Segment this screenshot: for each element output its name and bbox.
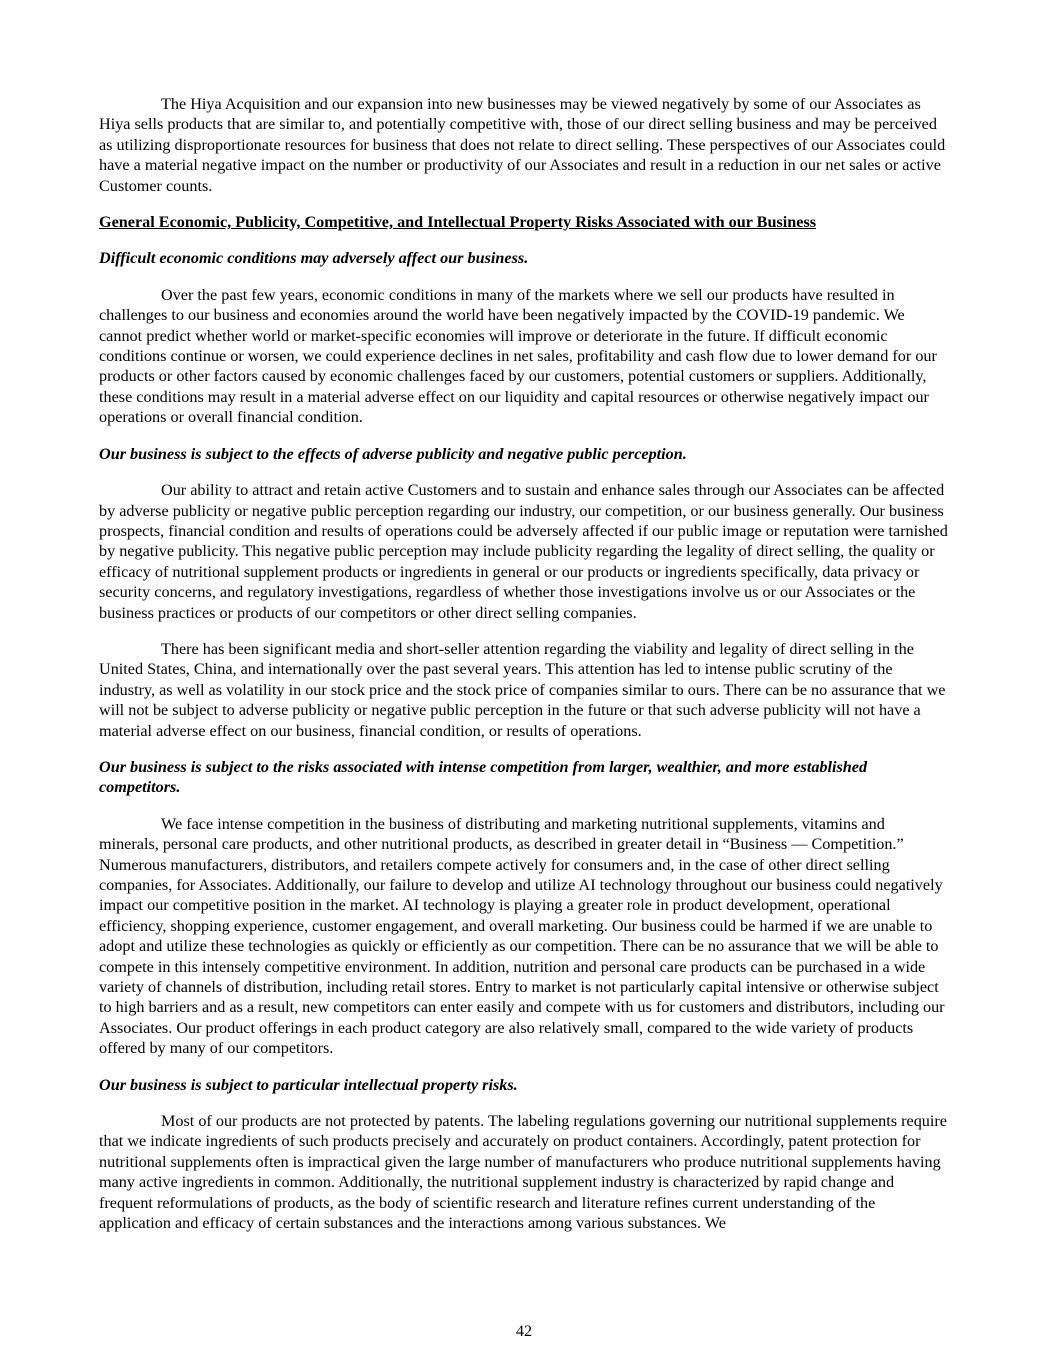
body-text-paragraph: Our ability to attract and retain active Customers and to sustain and enhance sales through our Associates can be affected by adverse publicity or negative public perception regarding our industry, our competition, or our business generally. Our business prospects, financial condition and results of operations could be adversely affected if our public image or reputation were tarnished by negative publicity. This negative public perception may include publicity regarding the legality of direct selling, the quality or efficacy of nutritional supplement products or ingredients in general or our products or ingredients specifically, data privacy or security concerns, and regulatory investigations, regardless of whether those investigations involve us or our Associates or the business practices or products of our competitors or other direct selling companies.	[99, 481, 948, 622]
body-text-paragraph: Most of our products are not protected by patents. The labeling regulations governing our nutritional supplements require that we indicate ingredients of such products precisely and accurately on product containers. Accordingly, patent protection for nutritional supplements often is impractical given the large number of manufacturers who produce nutritional supplements having many active ingredients in common. Additionally, the nutritional supplement industry is characterized by rapid change and frequent reformulations of products, as the body of scientific research and literature refines current understanding of the application and efficacy of certain substances and the interactions among various substances. We	[99, 1112, 947, 1233]
body-text-paragraph: There has been significant media and short-seller attention regarding the viability and legality of direct selling in the United States, China, and internationally over the past several years. This attention has led to intense public scrutiny of the industry, as well as volatility in our stock price and the stock price of companies similar to ours. There can be no assurance that we will not be subject to adverse publicity or negative public perception in the future or that such adverse publicity will not have a material adverse effect on our business, financial condition, or results of operations.	[99, 639, 946, 740]
risk-factor-heading: Our business is subject to particular intellectual property risks.	[99, 1075, 518, 1094]
document-body	[99, 94, 948, 1234]
page-number: 42	[515, 1321, 533, 1340]
body-text-paragraph: We face intense competition in the business of distributing and marketing nutritional supplements, vitamins and minerals, personal care products, and other nutritional products, as described in greater detail in “Business — Competition.” Numerous manufacturers, distributors, and retailers compete actively for consumers and, in the case of other direct selling companies, for Associates. Additionally, our failure to develop and utilize AI technology throughout our business could negatively impact our competitive position in the market. AI technology is playing a greater role in product development, operational efficiency, shopping experience, customer engagement, and overall marketing. Our business could be harmed if we are unable to adopt and utilize these technologies as quickly or efficiently as our competition. There can be no assurance that we will be able to compete in this intensely competitive environment. In addition, nutrition and personal care products can be purchased in a wide variety of channels of distribution, including retail stores. Entry to market is not particularly capital intensive or otherwise subject to high barriers and as a result, new competitors can enter easily and compete with us for customers and distributors, including our Associates. Our product offerings in each product category are also relatively small, compared to the wide variety of products offered by many of our competitors.	[99, 814, 945, 1058]
body-text-paragraph: Over the past few years, economic conditions in many of the markets where we sell our products have resulted in challenges to our business and economies around the world have been negatively impacted by the COVID-19 pandemic. We cannot predict whether world or market-specific economies will improve or deteriorate in the future. If difficult economic conditions continue or worsen, we could experience declines in net sales, profitability and cash flow due to lower demand for our products or other factors caused by economic challenges faced by our customers, potential customers or suppliers. Additionally, these conditions may result in a material adverse effect on our liquidity and capital resources or otherwise negatively impact our operations or overall financial condition.	[99, 285, 937, 427]
risk-factor-heading: Our business is subject to the effects of adverse publicity and negative public perception.	[99, 444, 687, 463]
section-heading: General Economic, Publicity, Competitive, and Intellectual Property Risks Associated with our Business	[99, 213, 817, 232]
risk-factor-heading: Difficult economic conditions may adversely affect our business.	[99, 249, 529, 268]
body-text-paragraph: The Hiya Acquisition and our expansion into new businesses may be viewed negatively by some of our Associates as Hiya sells products that are similar to, and potentially competitive with, those of our direct selling business and may be perceived as utilizing disproportionate resources for business that does not relate to direct selling. These perspectives of our Associates could have a material negative impact on the number or productivity of our Associates and result in a reduction in our net sales or active Customer counts.	[99, 95, 946, 195]
risk-factor-heading: Our business is subject to the risks associated with intense competition from larger, wealthier, and more established competitors.	[99, 757, 868, 797]
